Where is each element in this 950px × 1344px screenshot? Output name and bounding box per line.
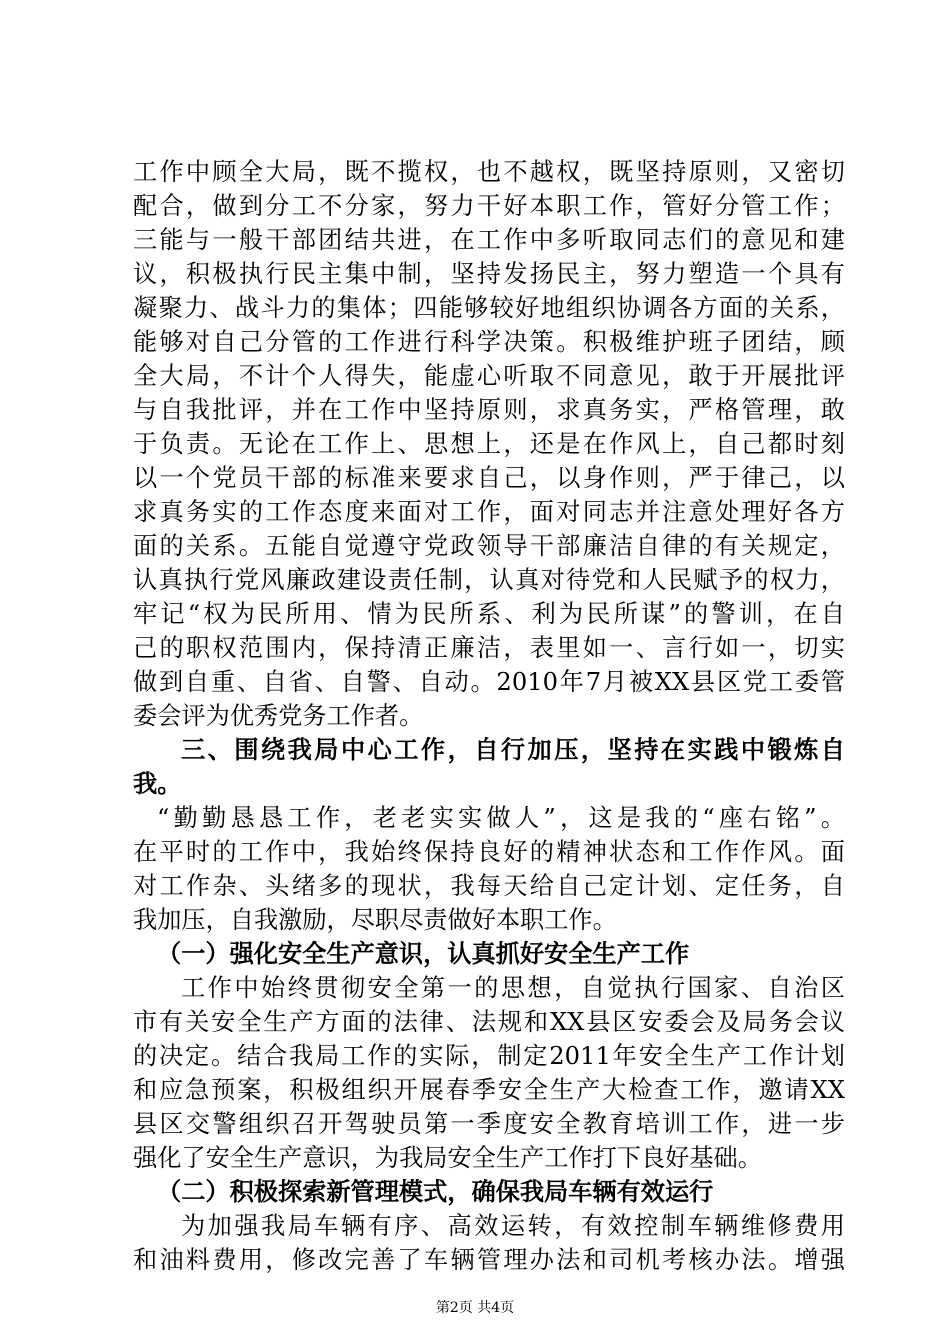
body-line: 工作中顾全大局，既不揽权，也不越权，既坚持原则，又密切 bbox=[133, 158, 845, 186]
body-line: 配合，做到分工不分家，努力干好本职工作，管好分管工作； bbox=[133, 192, 845, 220]
body-line: 为加强我局车辆有序、高效运转，有效控制车辆维修费用 bbox=[181, 1212, 845, 1240]
body-line: 县区交警组织召开驾驶员第一季度安全教育培训工作，进一步 bbox=[133, 1110, 845, 1138]
body-line: 能够对自己分管的工作进行科学决策。积极维护班子团结，顾 bbox=[133, 328, 845, 356]
body-line: 委会评为优秀党务工作者。 bbox=[133, 702, 424, 730]
body-line: 牢记“权为民所用、情为民所系、利为民所谋”的警训，在自 bbox=[133, 600, 845, 628]
body-line: 在平时的工作中，我始终保持良好的精神状态和工作作风。面 bbox=[133, 838, 845, 866]
section-heading: 三、围绕我局中心工作，自行加压，坚持在实践中锻炼自 bbox=[181, 736, 845, 764]
body-line: 我加压，自我激励，尽职尽责做好本职工作。 bbox=[133, 906, 617, 934]
body-line: 工作中始终贯彻安全第一的思想，自觉执行国家、自治区 bbox=[181, 974, 845, 1002]
page-number: 第2页 共4页 bbox=[435, 1300, 515, 1316]
body-line: 面的关系。五能自觉遵守党政领导干部廉洁自律的有关规定， bbox=[133, 532, 845, 560]
body-line: 于负责。无论在工作上、思想上，还是在作风上，自己都时刻 bbox=[133, 430, 845, 458]
body-line: 强化了安全生产意识，为我局安全生产工作打下良好基础。 bbox=[133, 1144, 762, 1172]
body-line: 对工作杂、头绪多的现状，我每天给自己定计划、定任务，自 bbox=[133, 872, 845, 900]
subsection-heading-1: （一）强化安全生产意识，认真抓好安全生产工作 bbox=[157, 940, 690, 968]
body-line: 认真执行党风廉政建设责任制，认真对待党和人民赋予的权力， bbox=[133, 566, 845, 594]
body-line: “勤勤恳恳工作，老老实实做人”，这是我的“座右铭”。 bbox=[157, 804, 845, 832]
body-line: 议，积极执行民主集中制，坚持发扬民主，努力塑造一个具有 bbox=[133, 260, 845, 288]
subsection-heading-2: （二）积极探索新管理模式，确保我局车辆有效运行 bbox=[157, 1178, 714, 1206]
body-line: 市有关安全生产方面的法律、法规和XX县区安委会及局务会议 bbox=[133, 1008, 845, 1036]
body-line: 己的职权范围内，保持清正廉洁，表里如一、言行如一，切实 bbox=[133, 634, 845, 662]
body-line: 和应急预案，积极组织开展春季安全生产大检查工作，邀请XX bbox=[133, 1076, 845, 1104]
body-line: 和油料费用，修改完善了车辆管理办法和司机考核办法。增强 bbox=[133, 1246, 845, 1274]
section-heading-continued: 我。 bbox=[133, 770, 182, 798]
body-line: 的决定。结合我局工作的实际，制定2011年安全生产工作计划 bbox=[133, 1042, 845, 1070]
body-line: 全大局，不计个人得失，能虚心听取不同意见，敢于开展批评 bbox=[133, 362, 845, 390]
body-line: 做到自重、自省、自警、自动。2010年7月被XX县区党工委管 bbox=[133, 668, 845, 696]
page-footer bbox=[0, 1298, 950, 1318]
body-line: 三能与一般干部团结共进，在工作中多听取同志们的意见和建 bbox=[133, 226, 845, 254]
body-line: 与自我批评，并在工作中坚持原则，求真务实，严格管理，敢 bbox=[133, 396, 845, 424]
body-line: 求真务实的工作态度来面对工作，面对同志并注意处理好各方 bbox=[133, 498, 845, 526]
body-line: 以一个党员干部的标准来要求自己，以身作则，严于律己，以 bbox=[133, 464, 845, 492]
body-line: 凝聚力、战斗力的集体；四能够较好地组织协调各方面的关系， bbox=[133, 294, 845, 322]
